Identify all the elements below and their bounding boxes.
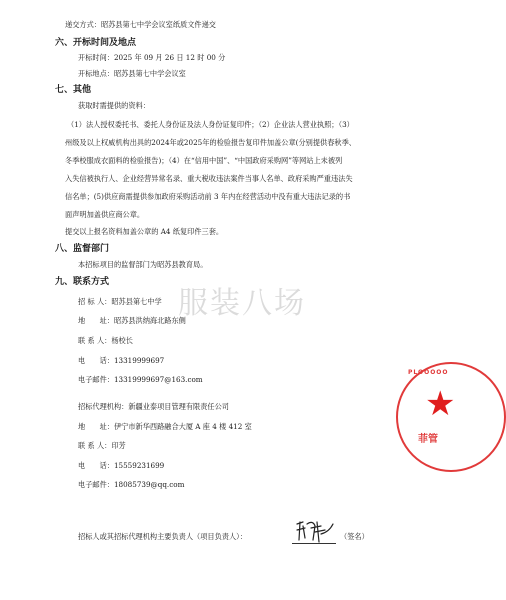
field-value: 昭苏县第七中学 [111, 297, 162, 306]
materials-line: 州级及以上权威机构出具的2024年或2025年的检验报告复印件加盖公章(分别提供春秋季、 [65, 138, 356, 147]
star-icon: ★ [425, 384, 456, 424]
opening-time-line: 开标时间：2025 年 09 月 26 日 12 时 00 分 [78, 53, 226, 62]
field-label: 地 址： [78, 316, 114, 325]
field-label: 电子邮件： [78, 375, 114, 384]
field-label: 电 话： [78, 356, 114, 365]
submit-note: 提交以上报名资料加盖公章的 A4 纸复印件三套。 [65, 227, 224, 236]
seal-text: PLOOOOO [408, 369, 449, 376]
tenderer-address-row [78, 316, 186, 326]
field-value: 新疆业泰项目管理有限责任公司 [128, 402, 229, 411]
tenderer-name-row [78, 297, 162, 307]
signature-prefix: 招标人或其招标代理机构主要负责人（项目负责人）： [78, 532, 247, 541]
field-label: 地 址： [78, 422, 114, 431]
tenderer-email-row [78, 375, 203, 385]
field-value: 杨校长 [111, 336, 133, 345]
materials-line: 入失信被执行人、企业经营异常名录、重大税收违法案件当事人名单、政府采购严重违法失 [65, 174, 353, 183]
supervision-text: 本招标项目的监督部门为昭苏县教育局。 [78, 260, 208, 269]
materials-line: 面声明加盖供应商公章。 [65, 210, 145, 219]
signature-underline [292, 543, 336, 544]
field-value: 15559231699 [113, 461, 165, 470]
materials-line: （1）法人授权委托书、委托人身份证及法人身份证复印件；（2）企业法人营业执照；（3） [67, 120, 354, 129]
tenderer-phone-row [78, 356, 164, 366]
opening-place-line: 开标地点：昭苏县第七中学会议室 [78, 69, 186, 78]
section-6-heading: 六、开标时间及地点 [55, 38, 137, 48]
delivery-method-line: 递交方式：昭苏县第七中学会议室纸质文件递交 [65, 20, 216, 29]
field-label: 联 系 人： [78, 336, 112, 345]
field-label: 招 标 人： [78, 297, 112, 306]
tenderer-contact-row [78, 336, 133, 346]
field-label: 电 话： [78, 461, 114, 470]
field-value: 13319999697 [113, 356, 165, 365]
agent-address-row [78, 422, 252, 432]
handwritten-signature [293, 518, 337, 544]
materials-line: 冬季校服成衣面料的检验报告)；（4）在“信用中国”、“中国政府采购网”等网站上未被列 [65, 156, 343, 165]
field-value: 昭苏县洪纳海北路东侧 [113, 316, 186, 325]
field-label: 联 系 人： [78, 441, 112, 450]
section-8-heading: 八、监督部门 [55, 244, 110, 254]
section-7-heading: 七、其他 [55, 85, 92, 95]
section-9-heading: 九、联系方式 [55, 277, 110, 287]
field-value: 13319999697@163.com [113, 375, 203, 384]
materials-intro: 获取时需提供的资料： [78, 101, 150, 110]
field-value: 伊宁市新华西路融合大厦 A 座 4 楼 412 室 [113, 422, 252, 431]
field-value: 18085739@qq.com [113, 480, 185, 489]
watermark: 服装八场 [178, 286, 306, 321]
agent-phone-row [78, 461, 164, 471]
materials-line: 信名单；(5)供应商需提供参加政府采购活动前 3 年内在经营活动中没有重大违法记录的书 [65, 192, 351, 201]
agent-email-row [78, 480, 184, 490]
field-value: 印芳 [111, 441, 126, 450]
agent-name-row [78, 402, 229, 412]
field-label: 电子邮件： [78, 480, 114, 489]
seal-text: 菲管 [418, 434, 438, 445]
agent-contact-row [78, 441, 126, 451]
field-label: 招标代理机构： [78, 402, 129, 411]
signature-suffix: （签名） [340, 532, 369, 541]
